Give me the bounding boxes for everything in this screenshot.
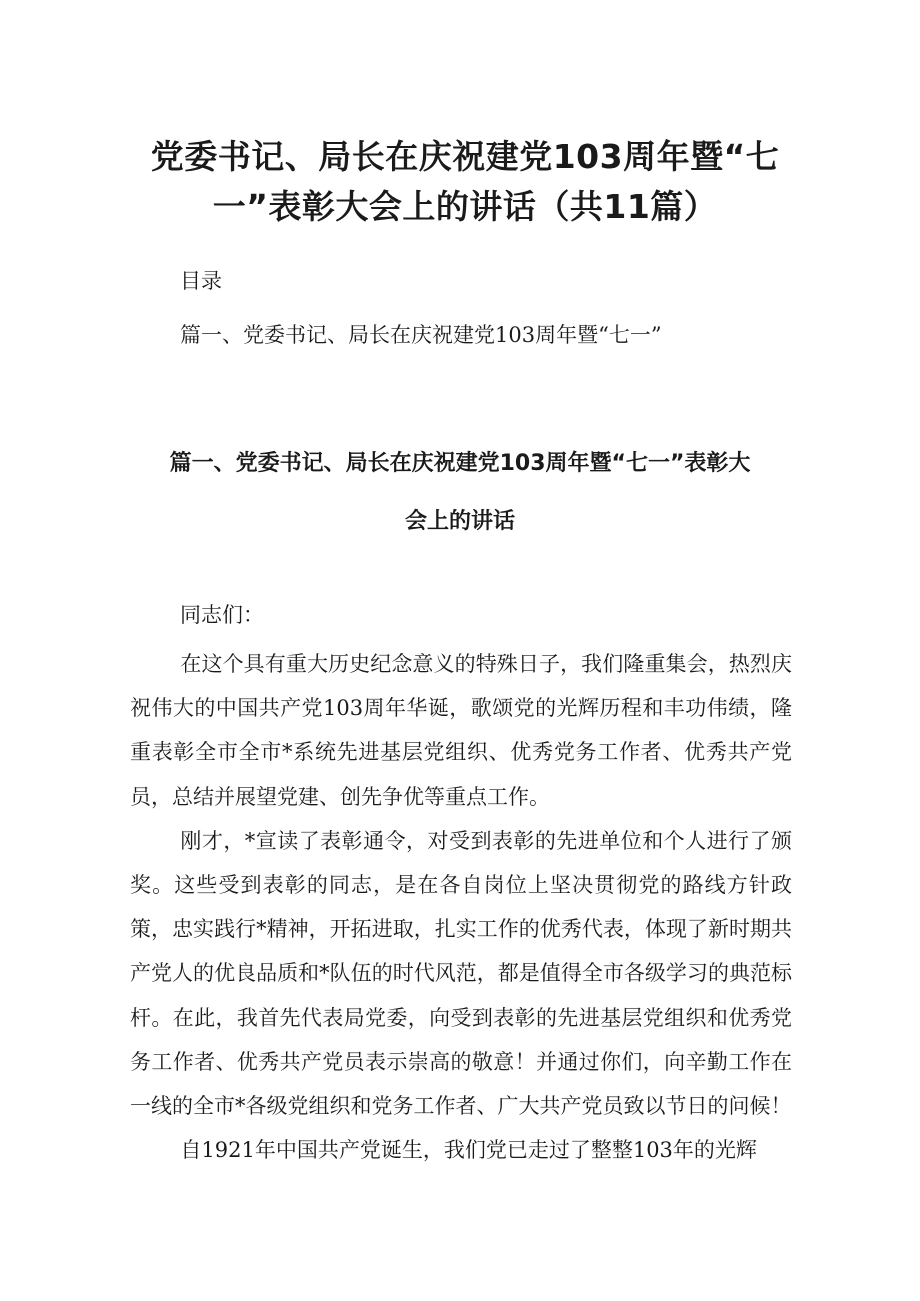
paragraph: 在这个具有重大历史纪念意义的特殊日子，我们隆重集会，热烈庆祝伟大的中国共产党103周年华诞，歌颂党的光辉历程和丰功伟绩，隆重表彰全市全市*系统先进基层党组织、优秀党务工作者、优秀共产党员，总结并展望党建、创先争优等重点工作。 [130, 652, 792, 809]
body-text [130, 642, 792, 1172]
section-title: 篇一、党委书记、局长在庆祝建党103周年暨“七一”表彰大会上的讲话 [169, 451, 751, 534]
document-title: 党委书记、局长在庆祝建党103周年暨“七一”表彰大会上的讲话（共11篇） [150, 137, 780, 226]
salutation: 同志们： [180, 603, 264, 627]
toc-heading: 目录 [180, 269, 222, 293]
paragraph: 刚才，*宣读了表彰通令，对受到表彰的先进单位和个人进行了颁奖。这些受到表彰的同志，是在各自岗位上坚决贯彻党的路线方针政策，忠实践行*精神，开拓进取，扎实工作的优秀代表，体现了新时期共产党人的优良品质和*队伍的时代风范，都是值得全市各级学习的典范标杆。在此，我首先代表局党委，向受到表彰的先进基层党组织和优秀党务工作者、优秀共产党员表示崇高的敬意！并通过你们，向辛勤工作在一线的全市*各级党组织和党务工作者、广大共产党员致以节日的问候！ [130, 828, 792, 1119]
toc-item[interactable]: 篇一、党委书记、局长在庆祝建党103周年暨“七一” [180, 323, 662, 347]
paragraph: 自1921年中国共产党诞生，我们党已走过了整整103年的光辉 [180, 1138, 757, 1163]
